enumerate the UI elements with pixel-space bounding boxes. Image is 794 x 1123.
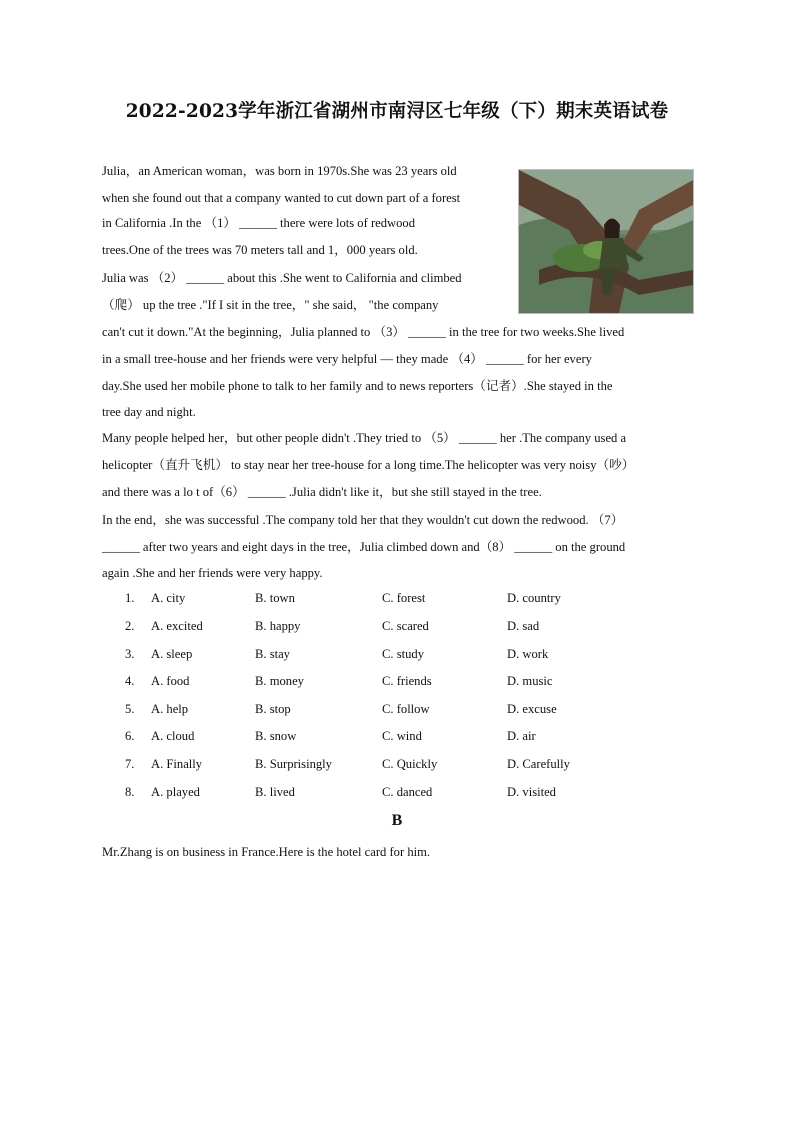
passage-line: day.She used her mobile phone to talk to her family and to news reporters（记者）.She stayed in the (102, 379, 613, 393)
option-c[interactable]: C. danced (382, 785, 433, 799)
passage-line: trees.One of the trees was 70 meters tall and 1，000 years old. (102, 243, 418, 257)
option-d[interactable]: D. visited (507, 785, 556, 799)
passage-line: can't cut it down."At the beginning，Julia planned to （3） ______ in the tree for two weeks.She lived (102, 325, 625, 339)
option-b[interactable]: B. happy (255, 619, 301, 633)
option-a[interactable]: A. city (151, 591, 186, 605)
option-a[interactable]: A. food (151, 674, 190, 688)
question-number: 1. (125, 591, 135, 605)
option-d[interactable]: D. work (507, 647, 549, 661)
option-a[interactable]: A. excited (151, 619, 203, 633)
option-a[interactable]: A. played (151, 785, 200, 799)
question-number: 4. (125, 674, 135, 688)
option-b[interactable]: B. town (255, 591, 295, 605)
question-number: 8. (125, 785, 135, 799)
option-d[interactable]: D. country (507, 591, 561, 605)
option-d[interactable]: D. Carefully (507, 757, 570, 771)
option-a[interactable]: A. help (151, 702, 189, 716)
question-row (0, 618, 794, 634)
option-d[interactable]: D. music (507, 674, 553, 688)
question-number: 3. (125, 647, 135, 661)
passage-line: （爬） up the tree ."If I sit in the tree，" she said， "the company (102, 298, 439, 312)
option-c[interactable]: C. friends (382, 674, 432, 688)
option-c[interactable]: C. follow (382, 702, 430, 716)
section-b-intro: Mr.Zhang is on business in France.Here is the hotel card for him. (102, 845, 431, 859)
option-c[interactable]: C. wind (382, 729, 422, 743)
woman-in-redwood-tree-photo (518, 169, 694, 314)
question-row (0, 784, 794, 800)
option-a[interactable]: A. sleep (151, 647, 193, 661)
passage-line: ______ after two years and eight days in the tree，Julia climbed down and（8） ______ on the ground (102, 540, 626, 554)
option-b[interactable]: B. snow (255, 729, 297, 743)
question-number: 6. (125, 729, 135, 743)
option-b[interactable]: B. lived (255, 785, 295, 799)
question-row (0, 646, 794, 662)
passage-line: In the end，she was successful .The company told her that they wouldn't cut down the redwood. （7） (102, 513, 624, 527)
page-title: 2022-2023学年浙江省湖州市南浔区七年级（下）期末英语试卷 (125, 101, 669, 122)
passage-line: Julia was （2） ______ about this .She went to California and climbed (102, 271, 462, 285)
question-row (0, 590, 794, 606)
option-b[interactable]: B. stop (255, 702, 291, 716)
passage-line: tree day and night. (102, 405, 196, 419)
option-c[interactable]: C. Quickly (382, 757, 438, 771)
passage-line: again .She and her friends were very happy. (102, 566, 323, 580)
option-b[interactable]: B. stay (255, 647, 290, 661)
passage-line: in a small tree-house and her friends were very helpful — they made （4） ______ for her every (102, 352, 592, 366)
option-c[interactable]: C. study (382, 647, 424, 661)
option-b[interactable]: B. Surprisingly (255, 757, 332, 771)
passage-line: in California .In the （1） ______ there were lots of redwood (102, 216, 416, 230)
question-row (0, 728, 794, 744)
question-number: 7. (125, 757, 135, 771)
passage-line: helicopter（直升飞机） to stay near her tree-house for a long time.The helicopter was very noisy（吵） (102, 458, 635, 472)
option-b[interactable]: B. money (255, 674, 304, 688)
option-d[interactable]: D. air (507, 729, 536, 743)
photo-illustration (519, 170, 693, 313)
option-a[interactable]: A. Finally (151, 757, 203, 771)
option-d[interactable]: D. sad (507, 619, 540, 633)
option-a[interactable]: A. cloud (151, 729, 195, 743)
section-b-heading: B (391, 812, 403, 829)
passage-line: Many people helped her，but other people didn't .They tried to （5） ______ her .The company used a (102, 431, 627, 445)
question-row (0, 673, 794, 689)
passage-line: and there was a lo t of（6） ______ .Julia didn't like it，but she still stayed in the tree. (102, 485, 542, 499)
question-row (0, 701, 794, 717)
option-c[interactable]: C. forest (382, 591, 426, 605)
question-number: 5. (125, 702, 135, 716)
passage-line: Julia，an American woman，was born in 1970s.She was 23 years old (102, 164, 457, 178)
question-number: 2. (125, 619, 135, 633)
question-row (0, 756, 794, 772)
option-c[interactable]: C. scared (382, 619, 429, 633)
passage-line: when she found out that a company wanted to cut down part of a forest (102, 191, 461, 205)
option-d[interactable]: D. excuse (507, 702, 557, 716)
